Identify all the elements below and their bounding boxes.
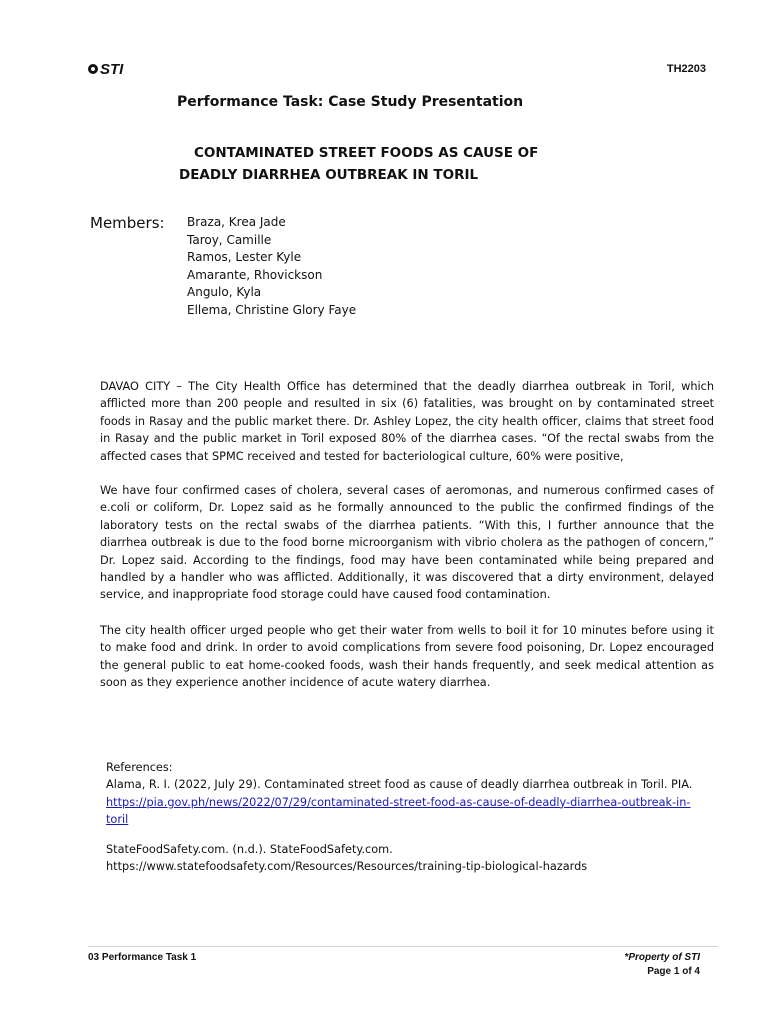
task-title: Performance Task: Case Study Presentation	[177, 94, 524, 110]
member-name: Angulo, Kyla	[187, 285, 262, 299]
member-name: Taroy, Camille	[187, 232, 272, 247]
case-title-line-2: DEADLY DIARRHEA OUTBREAK IN TORIL	[179, 167, 479, 183]
member-name: Ramos, Lester Kyle	[187, 250, 302, 264]
reference-2-url: https://www.statefoodsafety.com/Resources/Resources/training-tip-biological-hazards	[106, 860, 588, 874]
footer-property: *Property of STI	[624, 952, 700, 963]
body-paragraph-3: The city health officer urged people who get their water from wells to boil it for 10 minutes before using it to make food and drink. In order to avoid complications from severe food poisoning, Dr. Lopez encouraged the general public to eat home-cooked foods, wash their hands frequently, and seek medical attention as soon as they experience another incidence of acute watery diarrhea.	[100, 624, 714, 690]
references	[106, 759, 716, 875]
document-code: TH2203	[666, 63, 706, 75]
member-name: Amarante, Rhovickson	[187, 267, 323, 282]
reference-1-link-continued[interactable]: toril	[106, 813, 129, 827]
globe-icon	[88, 64, 98, 74]
member-name: Braza, Krea Jade	[187, 215, 286, 229]
members-label: Members:	[90, 214, 165, 232]
reference-1-link[interactable]: https://pia.gov.ph/news/2022/07/29/contaminated-street-food-as-cause-of-deadly-diarrhea-outbreak-in-	[106, 795, 691, 809]
reference-2-citation: StateFoodSafety.com. (n.d.). StateFoodSafety.com.	[106, 842, 393, 856]
footer-divider	[88, 946, 718, 947]
footer-course-label: 03 Performance Task 1	[88, 952, 197, 963]
sti-logo	[88, 60, 128, 78]
reference-1-citation: Alama, R. I. (2022, July 29). Contaminated street food as cause of deadly diarrhea outbreak in Toril. PIA.	[106, 778, 693, 792]
footer-right	[624, 951, 700, 979]
body-paragraph-1: DAVAO CITY – The City Health Office has determined that the deadly diarrhea outbreak in Toril, which afflicted more than 200 people and resulted in six (6) fatalities, was brought on by contaminated street foods in Rasay and the public market there. Dr. Ashley Lopez, the city health officer, claims that street food in Rasay and the public market in Toril exposed 80% of the diarrhea cases. “Of the rectal swabs from the affected cases that SPMC received and tested for bacteriological culture, 60% were positive,	[100, 380, 714, 463]
members-list	[187, 214, 356, 319]
logo-text: STI	[100, 60, 124, 78]
case-title-line-1: CONTAMINATED STREET FOODS AS CAUSE OF	[194, 145, 539, 161]
body-paragraph-2: We have four confirmed cases of cholera, several cases of aeromonas, and numerous confirmed cases of e.coli or coliform, Dr. Lopez said as he formally announced to the public the confirmed findings of the laboratory tests on the rectal swabs of the diarrhea patients. “With this, I further announce that the diarrhea outbreak is due to the food borne microorganism with vibrio cholera as the pathogen of concern,” Dr. Lopez said. According to the findings, food may have been contaminated while being prepared and handled by a handler who was afflicted. Additionally, it was discovered that a dirty environment, delayed service, and inappropriate food storage could have caused food contamination.	[100, 484, 714, 602]
references-heading: References:	[106, 761, 173, 774]
footer-page-number: Page 1 of 4	[647, 966, 700, 977]
member-name: Ellema, Christine Glory Faye	[187, 302, 357, 317]
